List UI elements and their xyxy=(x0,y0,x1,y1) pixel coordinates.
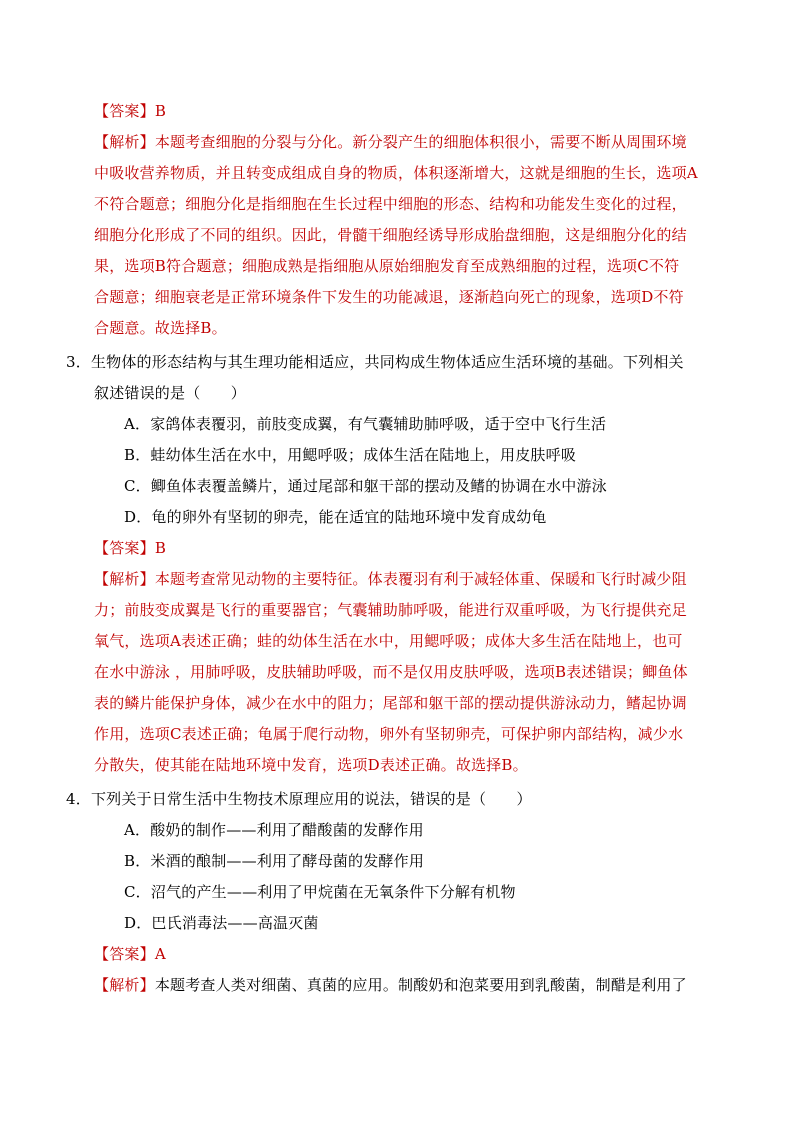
q3-analysis-line-7: 分散失，使其能在陆地环境中发育，选项D表述正确。故选择B。 xyxy=(94,756,528,774)
q4-analysis-line-1 xyxy=(94,975,687,995)
q4-option-b: B．米酒的酿制——利用了酵母菌的发酵作用 xyxy=(124,852,425,870)
s2-analysis-line-6: 合题意；细胞衰老是正常环境条件下发生的功能减退，逐渐趋向死亡的现象，选项D不符 xyxy=(94,288,684,306)
q3-analysis-line-2: 力；前肢变成翼是飞行的重要器官；气囊辅助肺呼吸，能进行双重呼吸，为飞行提供充足 xyxy=(94,601,687,619)
s2-analysis-line-5: 果，选项B符合题意；细胞成熟是指细胞从原始细胞发育至成熟细胞的过程，选项C不符 xyxy=(94,257,680,275)
q3-option-c: C．鲫鱼体表覆盖鳞片，通过尾部和躯干部的摆动及鳍的协调在水中游泳 xyxy=(124,477,607,495)
analysis-tag: 【解析】 xyxy=(94,570,155,588)
q3-answer-line xyxy=(94,538,166,558)
q3-analysis-line-3: 氧气，选项A表述正确；蛙的幼体生活在水中，用鳃呼吸；成体大多生活在陆地上，也可 xyxy=(94,632,683,650)
analysis-tag: 【解析】 xyxy=(94,133,155,151)
s2-analysis-line-3: 不符合题意；细胞分化是指细胞在生长过程中细胞的形态、结构和功能发生变化的过程， xyxy=(94,195,687,213)
analysis-text: 本题考查人类对细菌、真菌的应用。制酸奶和泡菜要用到乳酸菌，制醋是利用了 xyxy=(154,976,687,994)
s2-analysis-line-7: 合题意。故选择B。 xyxy=(94,319,227,337)
question-stem: 下列关于日常生活中生物技术原理应用的说法，错误的是（ ） xyxy=(90,790,532,808)
q3-analysis-line-5: 表的鳞片能保护身体，减少在水中的阻力；尾部和躯干部的摆动提供游泳动力，鳍起协调 xyxy=(94,694,687,712)
q3-analysis-line-4: 在水中游泳 ，用肺呼吸，皮肤辅助呼吸，而不是仅用皮肤呼吸，选项B表述错误；鲫鱼体 xyxy=(94,663,688,681)
q4-option-d: D．巴氏消毒法——高温灭菌 xyxy=(124,914,319,932)
q4-answer-line xyxy=(94,944,166,964)
answer-value: A xyxy=(154,945,166,963)
analysis-tag: 【解析】 xyxy=(94,976,155,994)
q3-stem-line-1 xyxy=(66,352,684,372)
analysis-text: 本题考查常见动物的主要特征。体表覆羽有利于减轻体重、保暖和飞行时减少阻 xyxy=(154,570,687,588)
s2-analysis-line-1 xyxy=(94,132,687,152)
analysis-text: 本题考查细胞的分裂与分化。新分裂产生的细胞体积很小，需要不断从周围环境 xyxy=(154,133,687,151)
question-number: 4． xyxy=(66,790,91,808)
s2-analysis-line-4: 细胞分化形成了不同的组织。因此，骨髓干细胞经诱导形成胎盘细胞，这是细胞分化的结 xyxy=(94,226,687,244)
q3-analysis-line-6: 作用，选项C表述正确；龟属于爬行动物，卵外有坚韧卵壳，可保护卵内部结构，减少水 xyxy=(94,725,684,743)
question-stem: 生物体的形态结构与其生理功能相适应，共同构成生物体适应生活环境的基础。下列相关 xyxy=(90,353,684,371)
q4-stem-line-1 xyxy=(66,789,532,809)
answer-value: B xyxy=(154,102,167,120)
answer-tag: 【答案】 xyxy=(94,539,155,557)
answer-tag: 【答案】 xyxy=(94,102,155,120)
q3-option-a: A．家鸽体表覆羽，前肢变成翼，有气囊辅助肺呼吸，适于空中飞行生活 xyxy=(124,415,607,433)
q3-analysis-line-1 xyxy=(94,569,687,589)
q3-option-d: D．龟的卵外有坚韧的卵壳，能在适宜的陆地环境中发育成幼龟 xyxy=(124,508,547,526)
s2-answer-line xyxy=(94,101,166,121)
s2-analysis-line-2: 中吸收营养物质，并且转变成组成自身的物质，体积逐渐增大，这就是细胞的生长，选项A xyxy=(94,164,698,182)
q4-option-a: A．酸奶的制作——利用了醋酸菌的发酵作用 xyxy=(124,821,424,839)
answer-tag: 【答案】 xyxy=(94,945,155,963)
question-number: 3． xyxy=(66,353,91,371)
q4-option-c: C．沼气的产生——利用了甲烷菌在无氧条件下分解有机物 xyxy=(124,883,516,901)
q3-stem-line-2: 叙述错误的是（ ） xyxy=(94,384,247,402)
q3-option-b: B．蛙幼体生活在水中，用鳃呼吸；成体生活在陆地上，用皮肤呼吸 xyxy=(124,446,577,464)
answer-value: B xyxy=(154,539,167,557)
